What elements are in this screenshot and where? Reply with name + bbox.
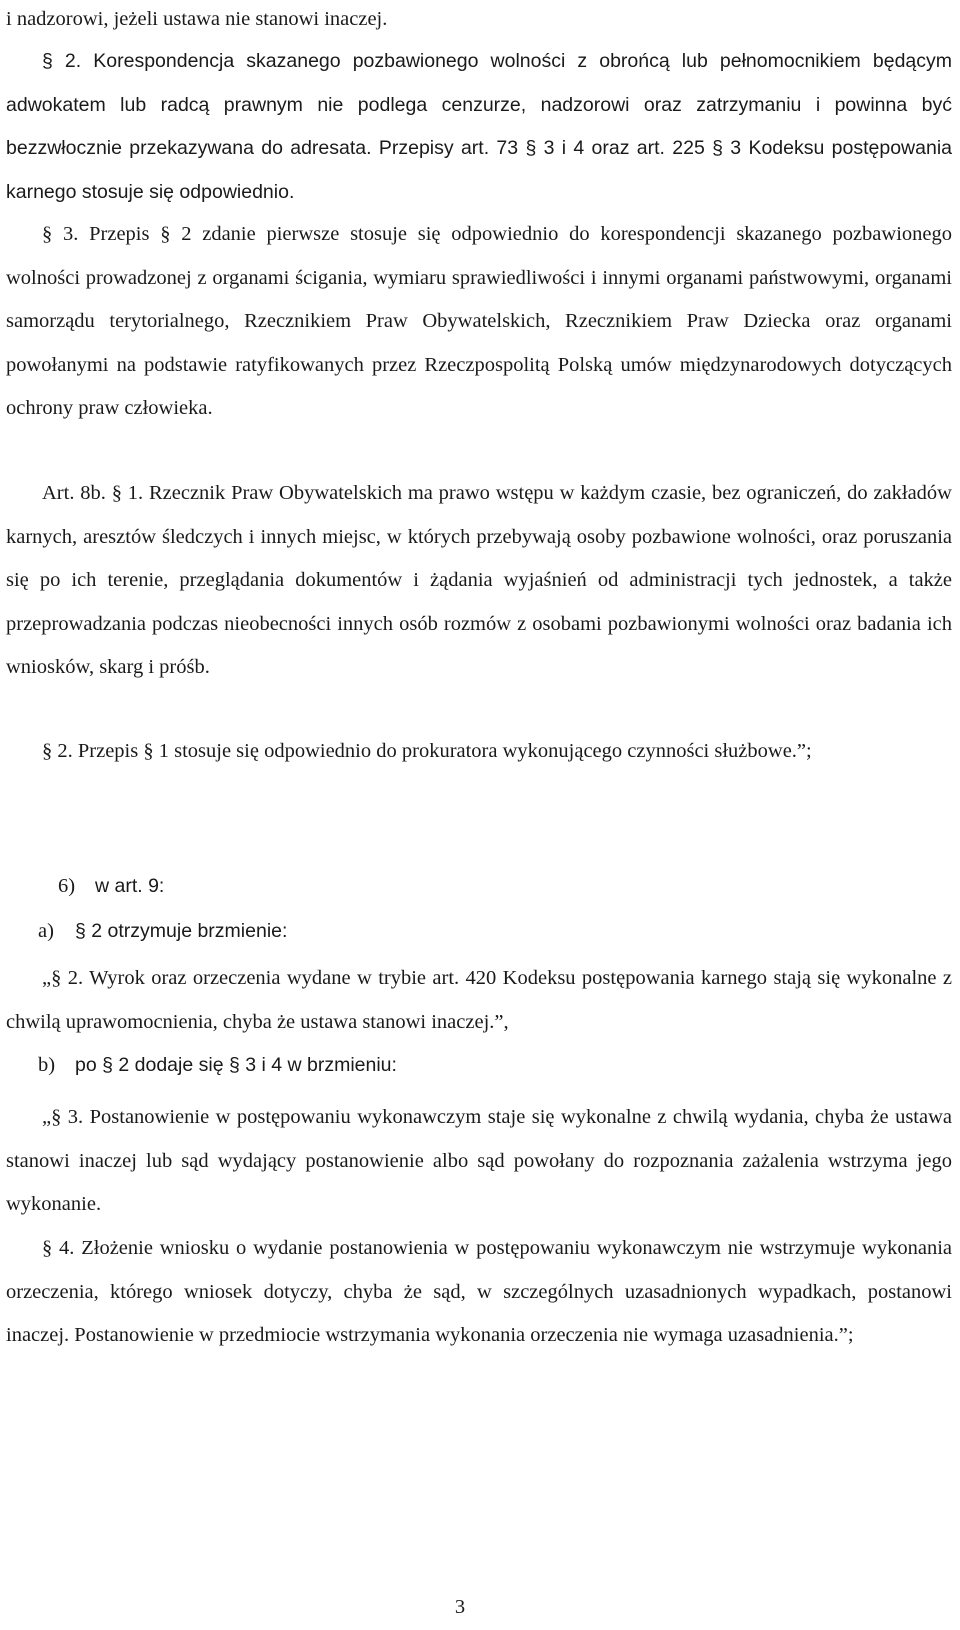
list-marker: 6): [58, 875, 76, 897]
list-item-point-6: [58, 871, 164, 901]
list-item-point-b: [38, 1050, 397, 1080]
list-item-point-a: [38, 916, 287, 946]
list-item-text: § 2 otrzymuje brzmienie:: [75, 920, 288, 942]
paragraph-art9-par4: § 4. Złożenie wniosku o wydanie postanowienia w postępowaniu wykonawczym nie wstrzymuje wykonania orzeczenia, którego wniosek dotyczy, chyba że sąd, w szczególnych uzasadnionych wypadkach, postanowi inaczej. Postanowienie w przedmiocie wstrzymania wykonania orzeczenia nie wymaga uzasadnienia.”;: [6, 1237, 952, 1346]
paragraph-art8b-par1: Art. 8b. § 1. Rzecznik Praw Obywatelskich ma prawo wstępu w każdym czasie, bez ograniczeń, do zakładów karnych, aresztów śledczych i innych miejsc, w których przebywają osoby pozbawione wolności, oraz poruszania się po ich terenie, przeglądania dokumentów i żądania wyjaśnień od administracji tych jednostek, a także przeprowadzania podczas nieobecności innych osób rozmów z osobami pozbawionymi wolności oraz badania ich wniosków, skarg i próśb.: [6, 482, 952, 678]
list-marker: b): [38, 1054, 56, 1076]
list-item-text: po § 2 dodaje się § 3 i 4 w brzmieniu:: [75, 1054, 397, 1076]
paragraph-art8a-par2: [6, 40, 952, 214]
page-number: 3: [454, 1596, 466, 1618]
paragraph-art8a-par3: § 3. Przepis § 2 zdanie pierwsze stosuje się odpowiednio do korespondencji skazanego pozbawionego wolności prowadzonej z organami ścigania, wymiaru sprawiedliwości i innymi organami państwowymi, organami samorządu terytorialnego, Rzecznikiem Praw Obywatelskich, Rzecznikiem Praw Dziecka oraz organami powołanymi na podstawie ratyfikowanych przez Rzeczpospolitą Polską umów międzynarodowych dotyczących ochrony praw człowieka.: [6, 223, 952, 419]
paragraph-continuation: i nadzorowi, jeżeli ustawa nie stanowi inaczej.: [6, 8, 388, 30]
list-marker: a): [38, 920, 54, 942]
list-item-text: w art. 9:: [95, 875, 165, 897]
paragraph-art9-par2: „§ 2. Wyrok oraz orzeczenia wydane w trybie art. 420 Kodeksu postępowania karnego stają się wykonalne z chwilą uprawomocnienia, chyba że ustawa stanowi inaczej.”,: [6, 967, 952, 1033]
paragraph-text: § 2. Korespondencja skazanego pozbawionego wolności z obrońcą lub pełnomocnikiem będącym adwokatem lub radcą prawnym nie podlega cenzurze, nadzorowi oraz zatrzymaniu i powinna być bezzwłocznie przekazywana do adresata. Przepisy art. 73 § 3 i 4 oraz art. 225 § 3 Kodeksu postępowania karnego stosuje się odpowiednio.: [6, 50, 952, 203]
paragraph-art8b-par2: § 2. Przepis § 1 stosuje się odpowiednio do prokuratora wykonującego czynności służbowe.”;: [42, 740, 812, 762]
paragraph-art9-par3: „§ 3. Postanowienie w postępowaniu wykonawczym staje się wykonalne z chwilą wydania, chyba że ustawa stanowi inaczej lub sąd wydający postanowienie albo sąd powołany do rozpoznania zażalenia wstrzyma jego wykonanie.: [6, 1106, 952, 1215]
